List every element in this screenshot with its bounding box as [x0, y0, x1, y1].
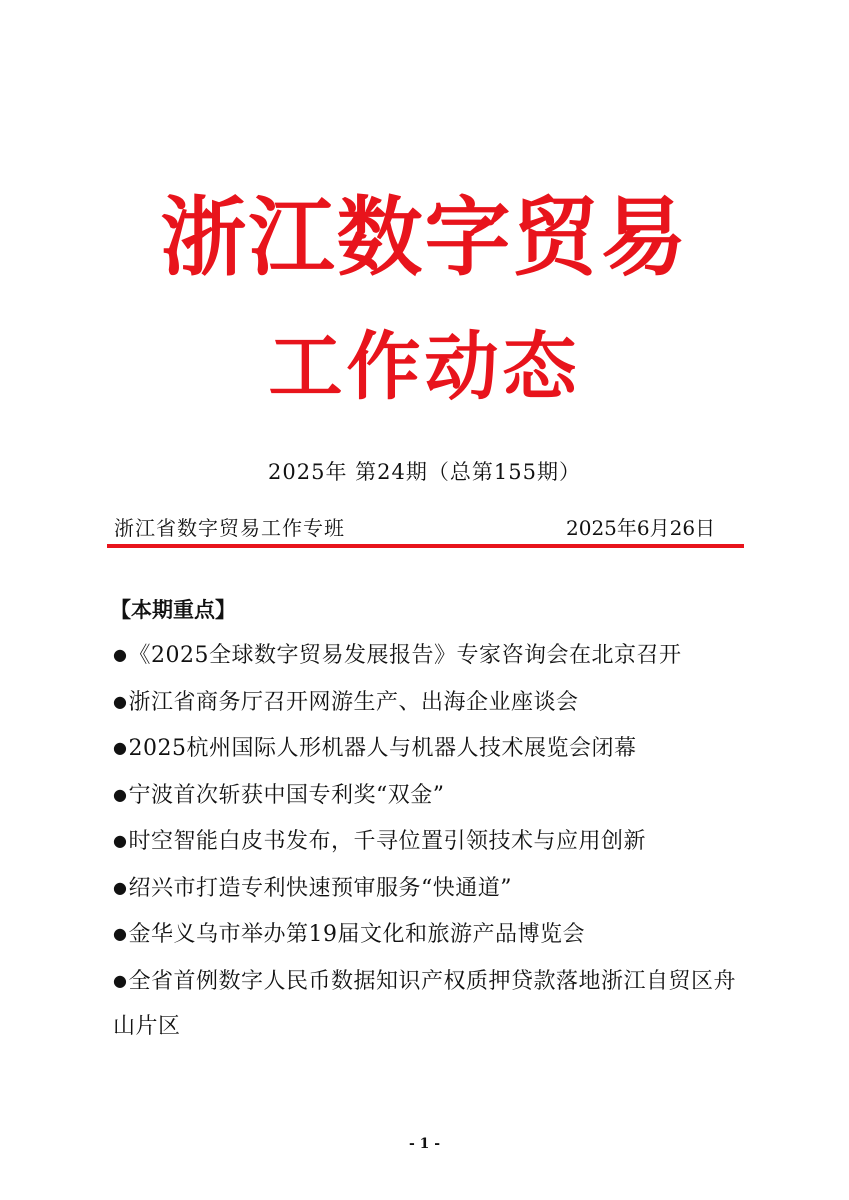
highlight-item — [113, 772, 745, 819]
issue-number: 2025年 第24期（总第155期） — [268, 460, 581, 484]
bullet-icon: ● — [113, 924, 128, 943]
red-divider-line — [107, 544, 744, 548]
highlights-list — [113, 632, 745, 1050]
highlights-heading: 【本期重点】 — [110, 598, 236, 622]
bullet-icon: ● — [113, 738, 128, 757]
bullet-icon: ● — [113, 970, 128, 990]
highlight-item — [113, 679, 745, 726]
highlight-text: 2025杭州国际人形机器人与机器人技术展览会闭幕 — [128, 736, 637, 761]
highlight-item — [113, 911, 745, 958]
bullet-icon: ● — [113, 691, 128, 711]
bullet-icon: ● — [113, 784, 128, 804]
highlight-text: 《2025全球数字贸易发展报告》专家咨询会在北京召开 — [128, 643, 682, 668]
bullet-icon: ● — [113, 645, 128, 664]
bullet-icon: ● — [113, 831, 128, 850]
highlight-item — [113, 632, 745, 679]
masthead-title-line2: 工作动态 — [268, 324, 581, 410]
highlight-text: 金华义乌市举办第19届文化和旅游产品博览会 — [128, 922, 585, 947]
highlight-text: 全省首例数字人民币数据知识产权质押贷款落地浙江自贸区舟山片区 — [113, 968, 736, 1039]
bullet-icon: ● — [113, 877, 128, 897]
highlight-item — [113, 865, 745, 912]
highlight-text: 绍兴市打造专利快速预审服务“快通道” — [128, 875, 512, 901]
highlight-text: 时空智能白皮书发布，千寻位置引领技术与应用创新 — [128, 829, 646, 854]
issue-date: 2025年6月26日 — [566, 516, 716, 540]
highlight-text: 宁波首次斩获中国专利奖“双金” — [128, 782, 445, 808]
highlight-item — [113, 818, 745, 865]
highlight-item — [113, 725, 745, 772]
highlight-item — [113, 958, 745, 1050]
masthead-title-line1: 浙江数字贸易 — [160, 188, 689, 288]
page-number: - 1 - — [408, 1136, 441, 1152]
organization-name: 浙江省数字贸易工作专班 — [114, 516, 345, 540]
highlight-text: 浙江省商务厅召开网游生产、出海企业座谈会 — [128, 689, 579, 715]
